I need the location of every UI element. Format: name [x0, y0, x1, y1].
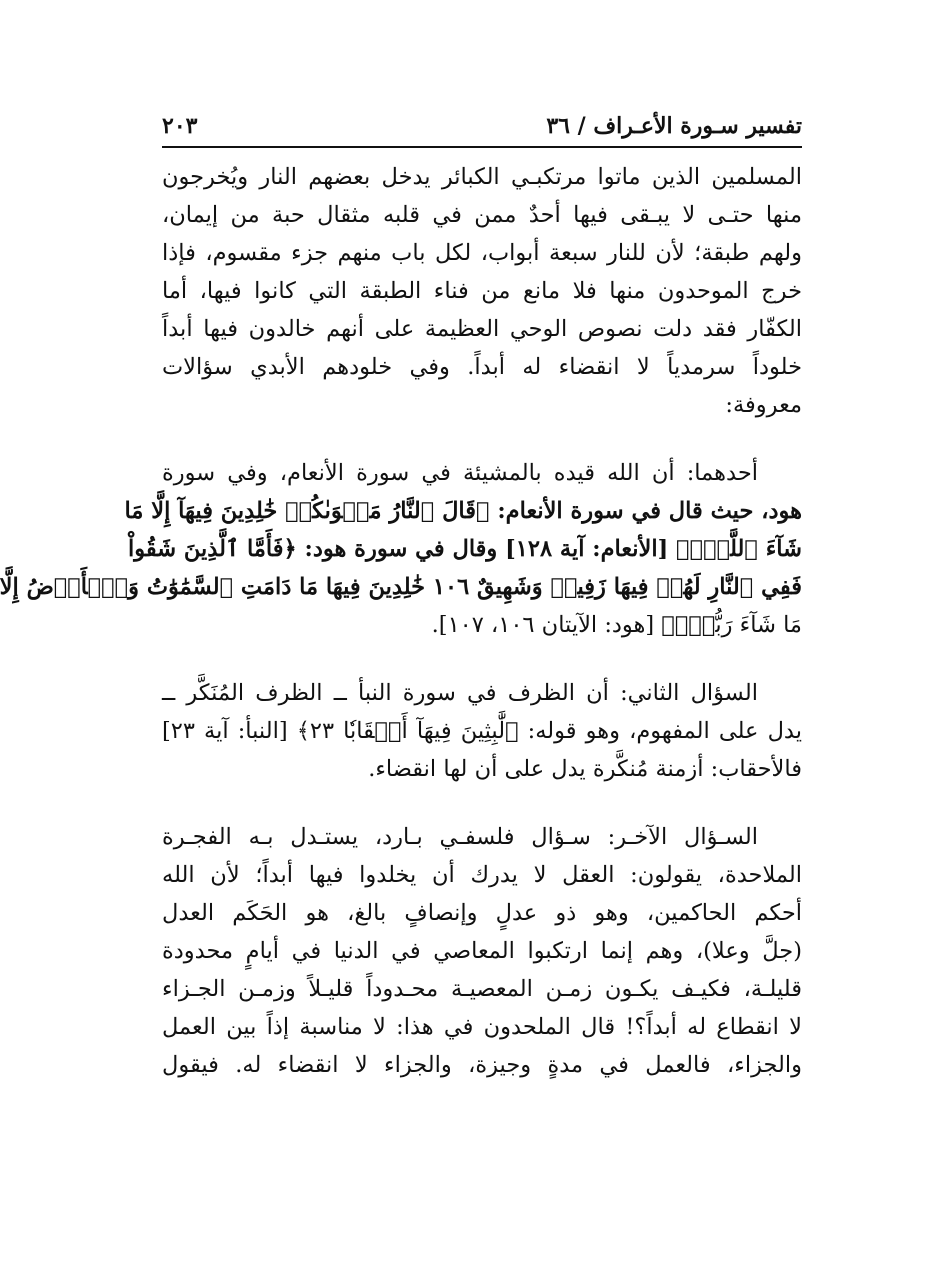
text-line: معروفة: [725, 392, 802, 418]
text-line: والجزاء، فالعمل في مدةٍ وجيزة، والجزاء لا انقضاء له. فيقول [162, 1052, 802, 1078]
text-line: (جلَّ وعلا)، وهم إنما ارتكبوا المعاصي في الدنيا في أيامٍ محدودة [162, 938, 802, 964]
page-number: ٢٠٣ [162, 113, 198, 139]
running-header [162, 110, 802, 144]
paragraph-2 [0, 454, 802, 644]
text-line: مَا شَآءَ رَبُّكَۚ﴾ [هود: الآيتان ١٠٦، ١٠٧]. [431, 612, 802, 638]
text-line-quran: هود، حيث قال في سورة الأنعام: ﴿قَالَ ٱلنَّارُ مَثۡوَىٰكُمۡ خَٰلِدِينَ فِيهَآ إِلَّا مَا [124, 498, 802, 524]
paragraph-gap [162, 644, 802, 674]
book-page [0, 110, 802, 1084]
paragraph-3 [162, 674, 802, 788]
paragraph-gap [162, 788, 802, 818]
text-line: الكفّار فقد دلت نصوص الوحي العظيمة على أنهم خالدون فيها أبداً [162, 316, 802, 342]
text-line: السـؤال الآخـر: سـؤال فلسفـي بـارد، يستـدل بـه الفجـرة [162, 824, 758, 850]
text-line-quran: شَآءَ ٱللَّهُۚ﴾ [الأنعام: آية ١٢٨] وقال في سورة هود: ﴿فَأَمَّا ٱلَّذِينَ شَقُواْ [127, 536, 802, 562]
text-line: الملاحدة، يقولون: العقل لا يدرك أن يخلدوا فيها أبداً؛ لأن الله [162, 862, 802, 888]
text-line: المسلمين الذين ماتوا مرتكبـي الكبائر يدخل بعضهم النار ويُخرجون [162, 164, 802, 190]
text-line: قليلـة، فكيـف يكـون زمـن المعصيـة محـدوداً قليـلاً وزمـن الجـزاء [162, 976, 802, 1002]
text-line: يدل على المفهوم، وهو قوله: ﴿لَّٰبِثِينَ فِيهَآ أَحۡقَابٗا ٢٣﴾ [النبأ: آية ٢٣] [162, 718, 802, 744]
paragraph-1 [162, 158, 802, 424]
body-text [0, 158, 802, 1084]
text-line: ولهم طبقة؛ لأن للنار سبعة أبواب، لكل باب منهم جزء مقسوم، فإذا [162, 240, 802, 266]
text-line: خرج الموحدون منها فلا مانع من فناء الطبقة التي كانوا فيها، أما [162, 278, 802, 304]
header-divider [162, 146, 802, 148]
text-line: أحكم الحاكمين، وهو ذو عدلٍ وإنصافٍ بالغ، هو الحَكَم العدل [162, 900, 802, 926]
text-line: منها حتـى لا يبـقى فيها أحدٌ ممن في قلبه مثقال حبة من إيمان، [162, 202, 802, 228]
paragraph-4 [162, 818, 802, 1084]
paragraph-gap [162, 424, 802, 454]
text-line: فالأحقاب: أزمنة مُنكَّرة يدل على أن لها انقضاء. [368, 756, 802, 782]
text-line: السؤال الثاني: أن الظرف في سورة النبأ ــ الظرف المُنَكَّر ــ [162, 680, 758, 706]
text-line-quran: فَفِي ٱلنَّارِ لَهُمۡ فِيهَا زَفِيرٞ وَشَهِيقٌ ١٠٦ خَٰلِدِينَ فِيهَا مَا دَامَتِ ٱلسَّمَٰوَٰتُ وَٱلۡأَرۡضُ إِلَّا [0, 574, 802, 600]
text-line: خلوداً سرمدياً لا انقضاء له أبداً. وفي خلودهم الأبدي سؤالات [162, 354, 802, 380]
text-line: أحدهما: أن الله قيده بالمشيئة في سورة الأنعام، وفي سورة [162, 460, 758, 486]
header-title: تفسير سـورة الأعـراف / ٣٦ [546, 113, 802, 139]
text-line: لا انقطاع له أبداً؟! قال الملحدون في هذا: لا مناسبة إذاً بين العمل [162, 1014, 802, 1040]
